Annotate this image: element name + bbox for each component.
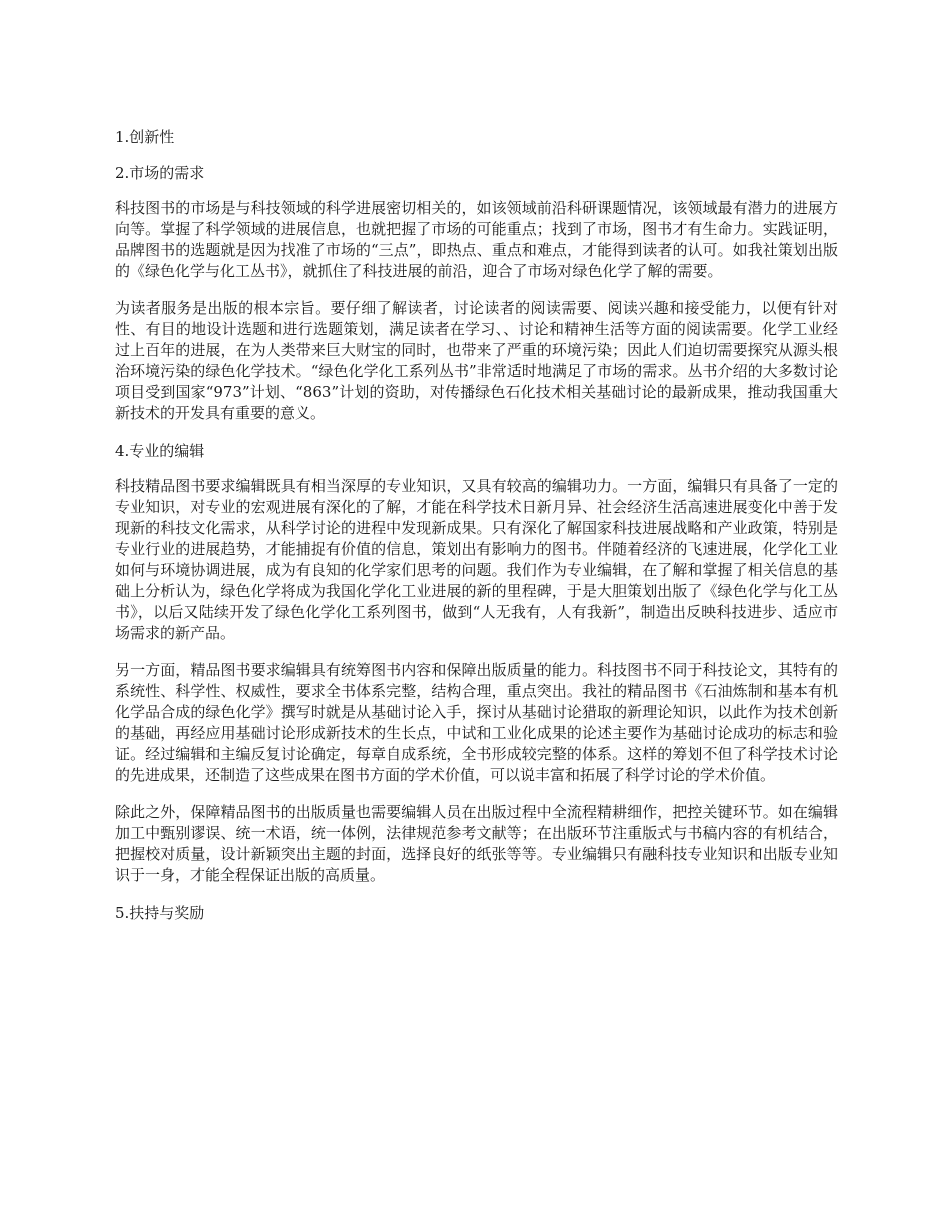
paragraph-market-science: 科技图书的市场是与科技领域的科学进展密切相关的，如该领域前沿科研课题情况，该领域最有潜力的进展方向等。掌握了科学领域的进展信息，也就把握了市场的可能重点；找到了市场，图书才有生命力。实践证明，品牌图书的选题就是因为找准了市场的“三点”，即热点、重点和难点，才能得到读者的认可。如我社策划出版的《绿色化学与化工丛书》，就抓住了科技进展的前沿，迎合了市场对绿色化学了解的需要。 <box>115 199 838 280</box>
paragraph-editor-coordination: 另一方面，精品图书要求编辑具有统筹图书内容和保障出版质量的能力。科技图书不同于科技论文，其特有的系统性、科学性、权威性，要求全书体系完整，结构合理，重点突出。我社的精品图书《石油炼制和基本有机化学品合成的绿色化学》撰写时就是从基础讨论入手，探讨从基础讨论猎取的新理论知识，以此作为技术创新的基础，再经应用基础讨论形成新技术的生长点，中试和工业化成果的论述主要作为基础讨论成功的标志和验证。经过编辑和主编反复讨论确定，每章自成系统，全书形成较完整的体系。这样的筹划不但了科学技术讨论的先进成果，还制造了这些成果在图书方面的学术价值，可以说丰富和拓展了科学讨论的学术价值。 <box>115 661 838 784</box>
section-heading-innovation: 1.创新性 <box>115 128 175 146</box>
section-heading-support-awards: 5.扶持与奖励 <box>115 904 205 922</box>
document-body <box>115 126 838 938</box>
paragraph-reader-service: 为读者服务是出版的根本宗旨。要仔细了解读者，讨论读者的阅读需要、阅读兴趣和接受能力，以便有针对性、有目的地设计选题和进行选题策划，满足读者在学习、、讨论和精神生活等方面的阅读需要。化学工业经过上百年的进展，在为人类带来巨大财宝的同时，也带来了严重的环境污染；因此人们迫切需要探究从源头根治环境污染的绿色化学技术。“绿色化学化工系列丛书”非常适时地满足了市场的需求。丛书介绍的大多数讨论项目受到国家“973”计划、“863”计划的资助，对传播绿色石化技术相关基础讨论的最新成果，推动我国重大新技术的开发具有重要的意义。 <box>115 299 838 422</box>
section-heading-professional-editing: 4.专业的编辑 <box>115 442 205 460</box>
paragraph-editor-knowledge: 科技精品图书要求编辑既具有相当深厚的专业知识，又具有较高的编辑功力。一方面，编辑只有具备了一定的专业知识，对专业的宏观进展有深化的了解，才能在科学技术日新月异、社会经济生活高速进展变化中善于发现新的科技文化需求，从科学讨论的进程中发现新成果。只有深化了解国家科技进展战略和产业政策，特别是专业行业的进展趋势，才能捕捉有价值的信息，策划出有影响力的图书。伴随着经济的飞速进展，化学化工业如何与环境协调进展，成为有良知的化学家们思考的问题。我们作为专业编辑，在了解和掌握了相关信息的基础上分析认为，绿色化学将成为我国化学化工业进展的新的里程碑，于是大胆策划出版了《绿色化学与化工丛书》，以后又陆续开发了绿色化学化工系列图书，做到“人无我有，人有我新”，制造出反映科技进步、适应市场需求的新产品。 <box>115 477 838 642</box>
paragraph-quality-control: 除此之外，保障精品图书的出版质量也需要编辑人员在出版过程中全流程精耕细作，把控关键环节。如在编辑加工中甄别谬误、统一术语，统一体例，法律规范参考文献等；在出版环节注重版式与书稿内容的有机结合，把握校对质量，设计新颖突出主题的封面，选择良好的纸张等等。专业编辑只有融科技专业知识和出版专业知识于一身，才能全程保证出版的高质量。 <box>115 803 838 884</box>
section-heading-market-demand: 2.市场的需求 <box>115 164 205 182</box>
